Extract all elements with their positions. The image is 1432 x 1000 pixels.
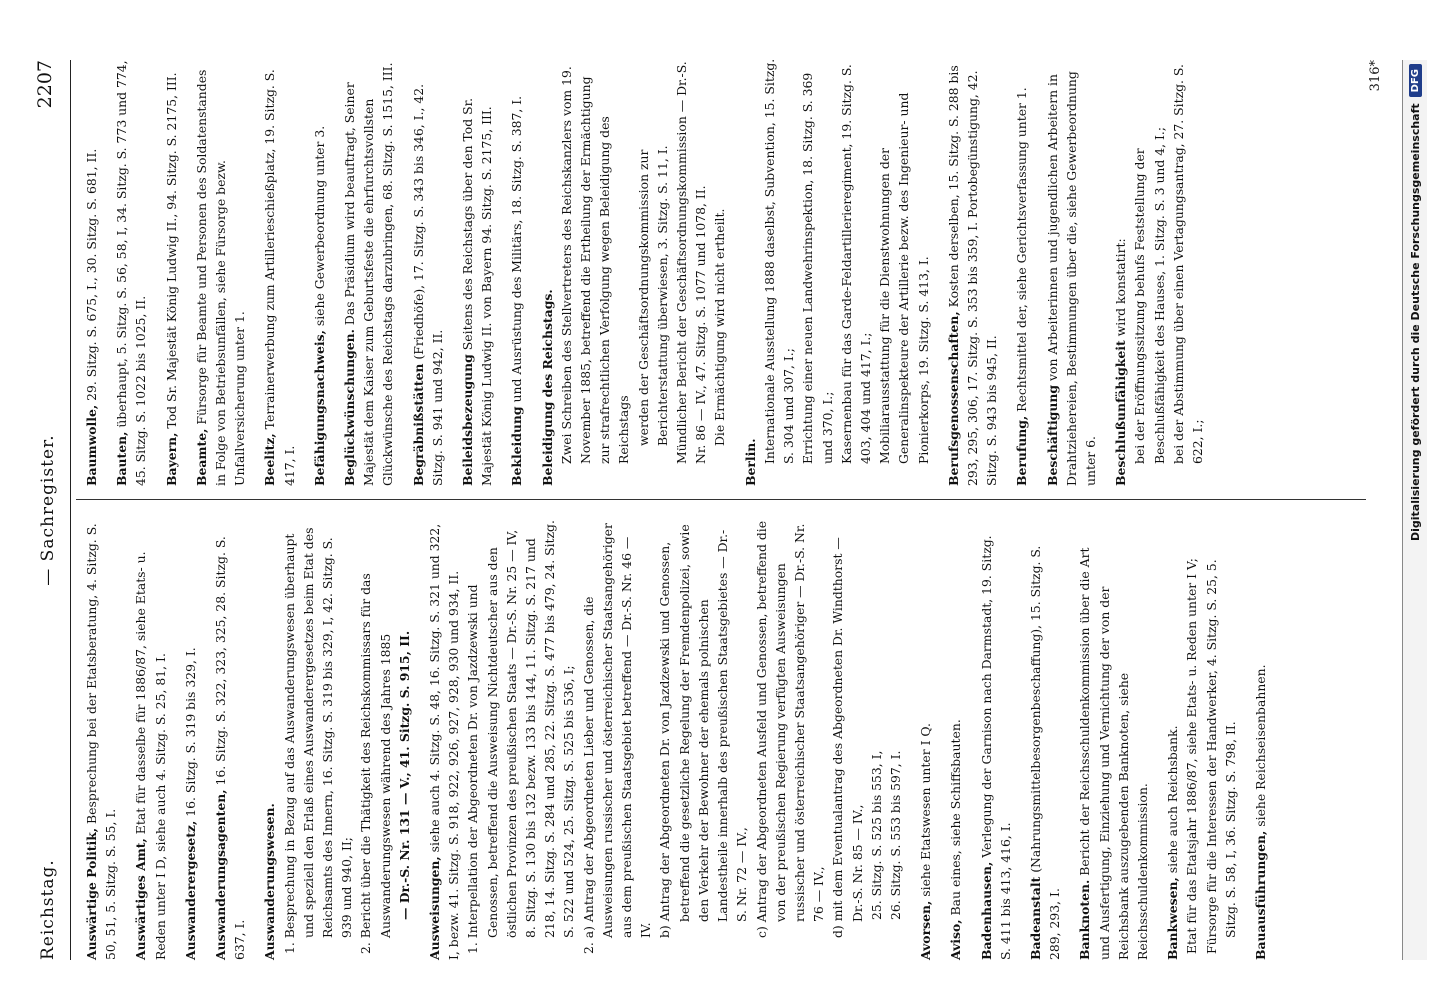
entry-sub: Errichtung einer neuen Landwehrinspektion, 18. Sitzg. S. 369 und 370, I.; <box>800 72 835 464</box>
entry: Aviso, Bau eines, siehe Schiffsbauten. <box>948 719 964 960</box>
right-column <box>82 54 1218 486</box>
entry: Banknoten. Bericht der Reichsschuldenkommission über die Art und Ausfertigung, Einziehung und Vernichtung der von der Reichsbank auszugebenden Banknoten, siehe Reichsschuldenkommission. <box>1077 547 1150 960</box>
entry <box>538 54 730 486</box>
entry: Bekleidung und Ausrüstung des Militärs, 18. Sitzg. S. 387, I. <box>509 95 525 486</box>
header-rule <box>70 60 71 960</box>
digitization-footer <box>1402 60 1427 960</box>
digitization-note: Digitalisierung gefördert durch die Deutsche Forschungsgemeinschaft <box>1408 103 1422 542</box>
entry: Berufsgenossenschaften, Kosten derselben, 15. Sitzg. S. 288 bis 293, 295, 306, 17. Sitzg. S. 353 bis 359, I. Portobegünstigung, 42. Sitzg. S. 943 bis 945, II. <box>945 65 1000 486</box>
entry-sub: Etat für das Etatsjahr 1886/87, siehe Etats- u. Reden unter I V; <box>1184 558 1200 954</box>
entry: Beamte, Fürsorge für Beamte und Personen des Soldatenstandes in Folge von Betriebsunfällen, siehe Fürsorge bezw. Unfallversicherung unter 1. <box>193 69 248 486</box>
entry <box>741 54 933 486</box>
entry: Bayern, Tod Sr. Majestät König Ludwig II., 94. Sitzg. S. 2175, III. <box>163 72 179 486</box>
running-header <box>34 60 64 960</box>
entry-sub: 2. Bericht über die Thätigkeit des Reichskommissars für das Auswanderungswesen während des Jahres 1885 <box>358 573 393 954</box>
entry: Beileidsbezeugung Seitens des Reichstags über den Tod Sr. Majestät König Ludwig II. von Bayern 94. Sitzg. S. 2175, III. <box>460 97 495 486</box>
entry: Befähigungsnachweis, siehe Gewerbeordnung unter 3. <box>311 125 327 486</box>
entry-ref: — Dr.-S. Nr. 131 — V., 41. Sitzg. S. 915, II. <box>396 630 412 920</box>
entry-sub: bei der Abstimmung über einen Vertagungsantrag, 27. Sitzg. S. 622, I.; <box>1170 64 1205 464</box>
entry: Badenhausen, Verlegung der Garnison nach Darmstadt, 19. Sitzg. S. 411 bis 413, 416, I. <box>978 535 1013 960</box>
entry-sub: 2. a) Antrag der Abgeordneten Lieber und Genossen, die Ausweisungen russischer und österreichischer Staatsangehöriger aus dem preußischen Staatsgebiet betreffend — Dr.-S. Nr. 46 — IV. <box>580 523 654 954</box>
entry: Beschäftigung von Arbeiterinnen und jugendlichen Arbeitern in Drahtziehereien, Bestimmungen über die, siehe Gewerbeordnung unter 6. <box>1044 71 1098 486</box>
entry-ref: 25. Sitzg. S. 525 bis 553, I, <box>868 750 884 920</box>
entry-sub: bei der Eröffnungssitzung behufs Feststellung der Beschlußfähigkeit des Hauses, 1. Sitzg. S. 3 und 4, I.; <box>1132 126 1167 464</box>
entry: Badeanstalt (Nahrungsmittelbesorgenbeschaffung), 15. Sitzg. S. 289, 293, I. <box>1027 545 1063 960</box>
left-column <box>82 520 1281 960</box>
entry: Berufung, Rechtsmittel der, siehe Gerichtsverfassung unter 1. <box>1014 87 1030 486</box>
entry-heading: Auswanderungswesen. <box>262 803 278 960</box>
entry-heading: Beleidigung des Reichstags. <box>539 289 555 486</box>
entry: Ausweisungen, siehe auch 4. Sitzg. S. 48, 16. Sitzg. S. 321 und 322, I, bezw. 41. Sitzg. S. 918, 922, 926, 927, 928, 930 und 934, II. 1. Interpellation der Abgeordneten Dr. von Jazdzewski und Genossen, betreffend die Ausweisung Nichtdeutscher aus den östlichen Provinzen des preußischen Staats — Dr.-S. Nr. 25 — IV, 8. Sitzg. S. 130 bis 132 bezw. 133 bis 144, 11. Sitzg. S. 217 und 218, 14. Sitzg. S. 284 und 285, 22. Sitzg. S. 477 bis 479, 24. Sitzg. S. 522 und 524, 25. Sitzg. S. 525 bis 536, I; 2. a) Antrag der Abgeordneten Lieber und Genossen, die Ausweisungen russischer und österreichischer Staatsangehöriger aus dem preußischen Staatsgebiet betreffend — Dr.-S. Nr. 46 — IV. b) Antrag der Abgeordneten Dr. von Jazdzewski und Genossen, betreffend die gesetzliche Regelung der Fremdenpolizei, sowie den Verkehr der Bewohner der ehemals polnischen Landestheile innerhalb des preußischen Staatsgebietes — Dr.-S. Nr. 72 — IV., c) Antrag der Abgeordneten Ausfeld und Genossen, betreffend die von der preußischen Regierung verfügten Ausweisungen russischer und österreichischer Staatsangehöriger — Dr.-S. Nr. 76 — IV., d) mit dem Eventualantrag des Abgeordneten Dr. Windthorst — Dr.-S. Nr. 85 — IV., 25. Sitzg. S. 525 bis 553, I, 26. Sitzg. S. 553 bis 597, I. <box>425 520 905 960</box>
entry <box>260 520 414 960</box>
column-divider <box>76 499 1366 500</box>
dfg-logo: DFG <box>1409 64 1422 97</box>
header-left: Reichstag. <box>38 859 58 960</box>
entry: Begräbnißstätten (Friedhöfe), 17. Sitzg. S. 343 bis 346, I., 42. Sitzg. S. 941 und 942, II. <box>410 83 445 486</box>
page-number: 2207 <box>34 60 56 109</box>
entry: Beschlußunfähigkeit wird konstatirt: bei der Eröffnungssitzung behufs Feststellung der Beschlußfähigkeit des Hauses, 1. Sitzg. S. 3 und 4, I.; bei der Abstimmung über einen Vertagungsantrag, 27. Sitzg. S. 622, I.; <box>1111 54 1207 486</box>
entry: Auswärtige Politik, Besprechung bei der Etatsberatung, 4. Sitzg. S. 50, 51, 5. Sitzg. S. 55, I. <box>84 523 119 960</box>
entry-sub: Fürsorge für die Interessen der Handwerker, 4. Sitzg. S. 25, 5. Sitzg. S. 58, I, 36. Sitzg. S. 798, II. <box>1203 559 1238 954</box>
entry: Bankwesen, siehe auch Reichsbank. Etat für das Etatsjahr 1886/87, siehe Etats- u. Reden unter I V; Fürsorge für die Interessen der Handwerker, 4. Sitzg. S. 25, 5. Sitzg. S. 58, I, 36. Sitzg. S. 798, II. <box>1163 520 1240 960</box>
entry-sub: b) Antrag der Abgeordneten Dr. von Jazdzewski und Genossen, betreffend die gesetzliche Regelung der Fremdenpolizei, sowie den Verkehr der Bewohner der ehemals polnischen Landestheile innerhalb des preußischen Staatsgebietes — Dr.-S. Nr. 72 — IV., <box>657 524 750 938</box>
entry: Bauten, überhaupt, 5. Sitzg. S. 56, 58, I, 34. Sitzg. S. 773 und 774, 45. Sitzg. S. 1022 bis 1025, II. <box>114 60 149 486</box>
entry: Bauausführungen, siehe Reichseisenbahnen. <box>1252 664 1268 960</box>
entry-sub: Mobiliarausstattung für die Dienstwohnungen der Generalinspekteure der Artillerie bezw. des Ingenieur- und Pionierkorps, 19. Sitzg. S. 413, I. <box>877 92 931 464</box>
entry-sub: 1. Besprechung in Bezug auf das Auswanderungswesen überhaupt und speziell den Erlaß eines Auswanderergesetzes beim Etat des Reichsamts des Innern, 16. Sitzg. S. 319 bis 329, I, 42. Sitzg. S. 939 und 940, II; <box>281 527 355 954</box>
entry-sub: Mündlicher Bericht der Geschäftsordnungskommission — Dr.-S. Nr. 86 — IV., 47. Sitzg. S. 1077 und 1078, II. <box>674 61 709 464</box>
entry-sub: d) mit dem Eventualantrag des Abgeordneten Dr. Windthorst — Dr.-S. Nr. 85 — IV., <box>830 537 865 938</box>
entry-sub: 1. Interpellation der Abgeordneten Dr. von Jazdzewski und Genossen, betreffend die Ausweisung Nichtdeutscher aus den östlichen Provinzen des preußischen Staats — Dr.-S. Nr. 25 — IV, 8. Sitzg. S. 130 bis 132 bezw. 133 bis 144, 11. Sitzg. S. 217 und 218, 14. Sitzg. S. 284 und 285, 22. Sitzg. S. 477 bis 479, 24. Sitzg. S. 522 und 524, 25. Sitzg. S. 525 bis 536, I; <box>465 520 577 954</box>
entry: Auswanderungsagenten, 16. Sitzg. S. 322, 323, 325, 28. Sitzg. S. 637, I. <box>213 536 248 960</box>
entry: Auswanderergesetz, 16. Sitzg. S. 319 bis 329, I. <box>182 647 198 960</box>
entry-sub: Zwei Schreiben des Stellvertreters des Reichskanzlers vom 19. November 1885, betreffend die Ertheilung der Ermächtigung zur strafrechtlichen Verfolgung wegen Beleidigung des Reichstags <box>558 66 632 464</box>
entry-sub: Kasernenbau für das Garde-Feldartillerieregiment, 19. Sitzg. S. 403, 404 und 417, I.; <box>838 64 873 464</box>
entry: Beglückwünschungen. Das Präsidium wird beauftragt, Seiner Majestät dem Kaiser zum Geburtsfeste die ehrfurchtsvollsten Glückwünsche des Reichstags darzubringen, 68. Sitzg. S. 1515, III. <box>342 62 396 486</box>
entry-sub: Internationale Ausstellung 1888 daselbst, Subvention, 15. Sitzg. S. 304 und 307, I.; <box>761 58 797 464</box>
entry: Baumwolle, 29. Sitzg. S. 675, I., 30. Sitzg. S. 681, II. <box>84 148 99 486</box>
entry: Avorsen, siehe Etatswesen unter I Q. <box>918 723 934 960</box>
entry: Auswärtiges Amt, Etat für dasselbe für 1886/87, siehe Etats- u. Reden unter I D, siehe auch 4. Sitzg. S. 25, 81, I. <box>133 551 168 960</box>
entry-ref: 26. Sitzg. S. 553 bis 597, I. <box>887 750 903 920</box>
header-center: — Sachregister. <box>38 434 58 586</box>
signature-mark: 316* <box>1368 60 1383 92</box>
entry-sub: werden der Geschäftsordnungskommission zur Berichterstattung überwiesen, 3. Sitzg. S. 11, I. <box>635 145 670 446</box>
entry-heading: Berlin. <box>742 438 758 486</box>
entry-sub: Die Ermächtigung wird nicht ertheilt. <box>712 208 728 446</box>
entry: Beelitz, Terrainerwerbung zum Artillerieschießplatz, 19. Sitzg. S. 417, I. <box>262 69 297 486</box>
entry-sub: c) Antrag der Abgeordneten Ausfeld und Genossen, betreffend die von der preußischen Regierung verfügten Ausweisungen russischer und österreichischer Staatsangehöriger — Dr.-S. Nr. 76 — IV., <box>753 520 827 938</box>
